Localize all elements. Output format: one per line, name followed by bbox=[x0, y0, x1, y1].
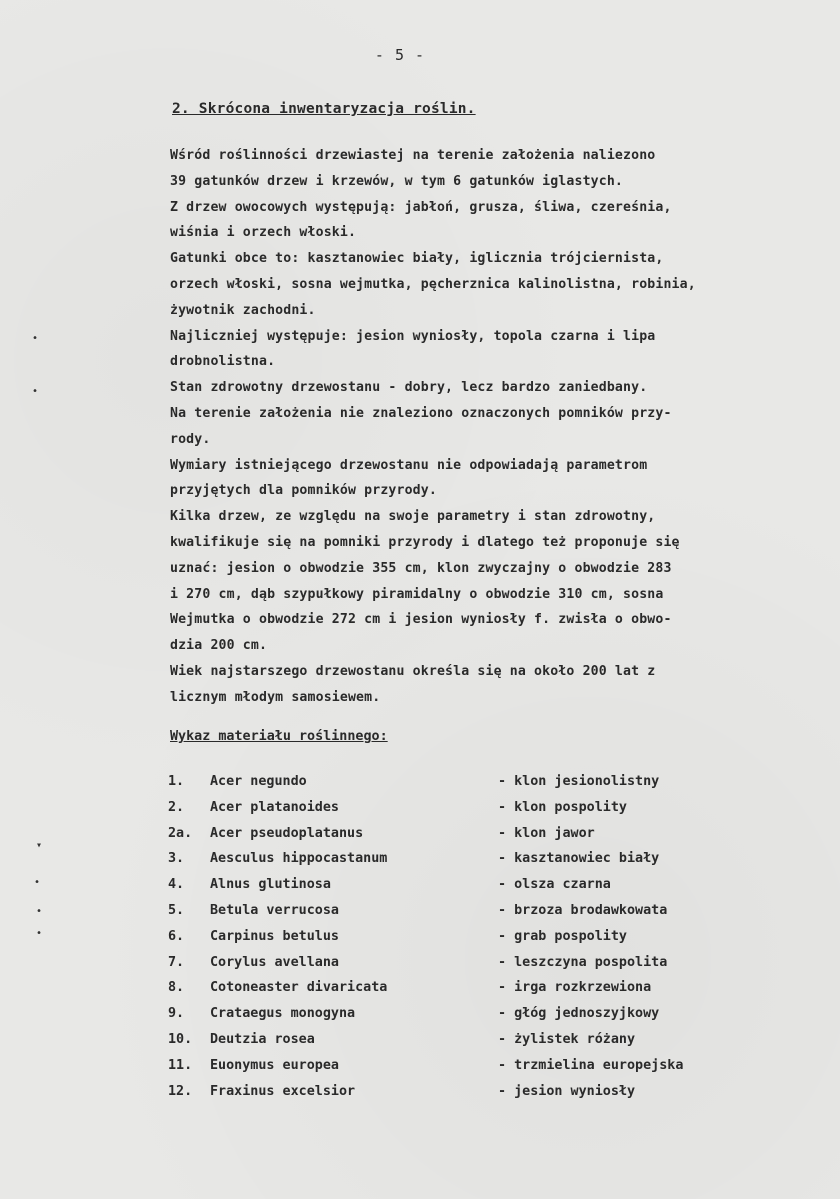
species-row bbox=[168, 1079, 768, 1105]
species-polish-name: - trzmielina europejska bbox=[498, 1057, 684, 1073]
species-latin-name: Carpinus betulus bbox=[210, 928, 339, 944]
species-polish-name: - żylistek różany bbox=[498, 1031, 636, 1047]
paragraph-line: Wiek najstarszego drzewostanu określa się na około 200 lat z bbox=[170, 663, 656, 679]
species-number: 9. bbox=[168, 1006, 185, 1022]
species-latin-name: Corylus avellana bbox=[210, 954, 339, 970]
species-number: 1. bbox=[168, 774, 185, 789]
species-polish-name: - olsza czarna bbox=[498, 877, 611, 893]
species-latin-name: Aesculus hippocastanum bbox=[210, 851, 388, 867]
species-latin-name: Acer negundo bbox=[210, 774, 307, 789]
species-polish-name: - klon jesionolistny bbox=[498, 774, 660, 789]
species-polish-name: - kasztanowiec biały bbox=[498, 851, 660, 867]
species-number: 10. bbox=[168, 1031, 193, 1047]
paragraph-line: drobnolistna. bbox=[170, 354, 276, 370]
species-latin-name: Acer platanoides bbox=[210, 799, 339, 815]
section-heading: 2. Skrócona inwentaryzacja roślin. bbox=[172, 101, 476, 117]
paragraph-line: wiśnia i orzech włoski. bbox=[170, 225, 357, 241]
species-polish-name: - głóg jednoszyjkowy bbox=[498, 1006, 660, 1022]
paragraph-line: rody. bbox=[170, 431, 211, 447]
margin-dot: • bbox=[36, 928, 43, 939]
species-row bbox=[168, 898, 768, 924]
species-number: 8. bbox=[168, 980, 185, 996]
species-number: 3. bbox=[168, 851, 185, 867]
species-number: 4. bbox=[168, 877, 185, 893]
species-list bbox=[168, 769, 768, 1104]
paragraph-line: Wśród roślinności drzewiastej na terenie założenia naliezono bbox=[170, 148, 656, 163]
paragraph-line: kwalifikuje się na pomniki przyrody i dlatego też proponuje się bbox=[170, 534, 680, 550]
species-row bbox=[168, 1027, 768, 1053]
body-paragraph bbox=[170, 143, 830, 711]
species-number: 6. bbox=[168, 928, 185, 944]
paragraph-line: Wejmutka o obwodzie 272 cm i jesion wyniosły f. zwisła o obwo- bbox=[170, 612, 672, 628]
species-row bbox=[168, 795, 768, 821]
species-number: 7. bbox=[168, 954, 185, 970]
species-row bbox=[168, 821, 768, 847]
species-number: 11. bbox=[168, 1057, 193, 1073]
species-latin-name: Alnus glutinosa bbox=[210, 877, 331, 893]
species-number: 2. bbox=[168, 799, 185, 815]
paragraph-line: Na terenie założenia nie znaleziono oznaczonych pomników przy- bbox=[170, 405, 672, 421]
paragraph-line: 39 gatunków drzew i krzewów, w tym 6 gatunków iglastych. bbox=[170, 173, 624, 189]
paragraph-line: dzia 200 cm. bbox=[170, 638, 268, 654]
margin-dot: • bbox=[34, 877, 41, 888]
species-number: 2a. bbox=[168, 825, 193, 841]
species-polish-name: - brzoza brodawkowata bbox=[498, 902, 668, 918]
species-row bbox=[168, 1001, 768, 1027]
species-latin-name: Cotoneaster divaricata bbox=[210, 980, 388, 996]
species-polish-name: - grab pospolity bbox=[498, 928, 627, 944]
paragraph-line: i 270 cm, dąb szypułkowy piramidalny o obwodzie 310 cm, sosna bbox=[170, 586, 664, 602]
paragraph-line: Wymiary istniejącego drzewostanu nie odpowiadają parametrom bbox=[170, 457, 648, 473]
species-row bbox=[168, 872, 768, 898]
species-row bbox=[168, 950, 768, 976]
species-row bbox=[168, 769, 768, 795]
paragraph-line: licznym młodym samosiewem. bbox=[170, 689, 381, 705]
paragraph-line: Gatunki obce to: kasztanowiec biały, iglicznia trójciernista, bbox=[170, 251, 664, 267]
species-row bbox=[168, 1053, 768, 1079]
species-latin-name: Euonymus europea bbox=[210, 1057, 339, 1073]
paragraph-line: Kilka drzew, ze względu na swoje parametry i stan zdrowotny, bbox=[170, 509, 656, 525]
species-latin-name: Crataegus monogyna bbox=[210, 1006, 356, 1022]
species-row bbox=[168, 975, 768, 1001]
margin-dot: • bbox=[36, 906, 43, 917]
species-latin-name: Fraxinus excelsior bbox=[210, 1083, 356, 1099]
species-polish-name: - klon pospolity bbox=[498, 799, 627, 815]
species-number: 12. bbox=[168, 1083, 193, 1099]
species-latin-name: Acer pseudoplatanus bbox=[210, 825, 364, 841]
species-number: 5. bbox=[168, 902, 185, 918]
species-polish-name: - irga rozkrzewiona bbox=[498, 980, 652, 996]
species-polish-name: - leszczyna pospolita bbox=[498, 954, 668, 970]
margin-dot: • bbox=[32, 386, 39, 397]
margin-dot: ▾ bbox=[36, 840, 43, 851]
species-latin-name: Betula verrucosa bbox=[210, 902, 339, 918]
species-row bbox=[168, 846, 768, 872]
paragraph-line: Stan zdrowotny drzewostanu - dobry, lecz bardzo zaniedbany. bbox=[170, 380, 648, 396]
margin-dot: • bbox=[32, 333, 39, 344]
species-latin-name: Deutzia rosea bbox=[210, 1031, 315, 1047]
species-polish-name: - jesion wyniosły bbox=[498, 1083, 636, 1099]
paragraph-line: uznać: jesion o obwodzie 355 cm, klon zwyczajny o obwodzie 283 bbox=[170, 560, 672, 576]
list-heading: Wykaz materiału roślinnego: bbox=[170, 729, 388, 744]
paragraph-line: Najliczniej występuje: jesion wyniosły, topola czarna i lipa bbox=[170, 328, 656, 344]
paragraph-line: przyjętych dla pomników przyrody. bbox=[170, 483, 437, 499]
paragraph-line: orzech włoski, sosna wejmutka, pęcherznica kalinolistna, robinia, bbox=[170, 276, 696, 292]
page-number: - 5 - bbox=[374, 46, 426, 64]
paragraph-line: Z drzew owocowych występują: jabłoń, grusza, śliwa, czereśnia, bbox=[170, 199, 672, 215]
species-polish-name: - klon jawor bbox=[498, 825, 595, 841]
species-row bbox=[168, 924, 768, 950]
paragraph-line: żywotnik zachodni. bbox=[170, 302, 316, 318]
